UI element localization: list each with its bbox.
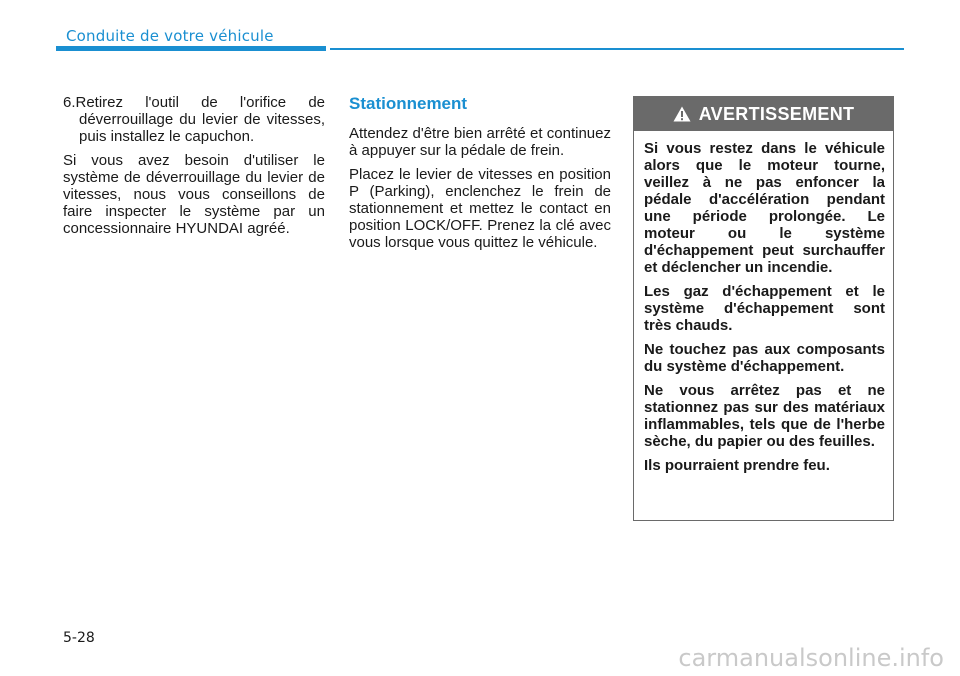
warning-paragraph-1: Si vous restez dans le véhicule alors que le moteur tourne, veillez à ne pas enfoncer la pédale d'accélération pendant une période prolongée. Le moteur ou le système d'échappement peut surchauffer et déclencher un incendie. <box>644 140 885 276</box>
page-number: 5-28 <box>63 630 95 646</box>
warning-title: AVERTISSEMENT <box>698 103 855 124</box>
left-column <box>63 94 325 244</box>
header-rule-thin <box>330 48 904 50</box>
middle-paragraph-1: Attendez d'être bien arrêté et continuez à appuyer sur la pédale de frein. <box>349 125 611 159</box>
warning-box <box>633 96 894 521</box>
watermark-text: carmanualsonline.info <box>678 644 944 672</box>
warning-paragraph-2: Les gaz d'échappement et le système d'échappement sont très chauds. <box>644 283 885 334</box>
warning-paragraph-5: Ils pourraient prendre feu. <box>644 457 830 474</box>
header-rule-thick <box>56 46 326 51</box>
warning-paragraph-4: Ne vous arrêtez pas et ne stationnez pas sur des matériaux inflammables, tels que de l'herbe sèche, du papier ou des feuilles. <box>644 382 885 450</box>
warning-body <box>634 131 893 474</box>
section-header-title: Conduite de votre véhicule <box>66 27 274 45</box>
section-heading-stationnement: Stationnement <box>349 94 468 113</box>
warning-header <box>634 97 893 131</box>
warning-triangle-icon <box>673 106 691 122</box>
left-paragraph: Si vous avez besoin d'utiliser le système de déverrouillage du levier de vitesses, nous vous conseillons de faire inspecter le système par un concessionnaire HYUNDAI agréé. <box>63 152 325 237</box>
warning-paragraph-3: Ne touchez pas aux composants du système d'échappement. <box>644 341 885 375</box>
instruction-step-6: 6.Retirez l'outil de l'orifice de déverrouillage du levier de vitesses, puis installez le capuchon. <box>63 94 325 145</box>
middle-column <box>349 94 611 258</box>
middle-paragraph-2: Placez le levier de vitesses en position P (Parking), enclenchez le frein de stationnement et mettez le contact en position LOCK/OFF. Prenez la clé avec vous lorsque vous quittez le véhicule. <box>349 166 611 251</box>
